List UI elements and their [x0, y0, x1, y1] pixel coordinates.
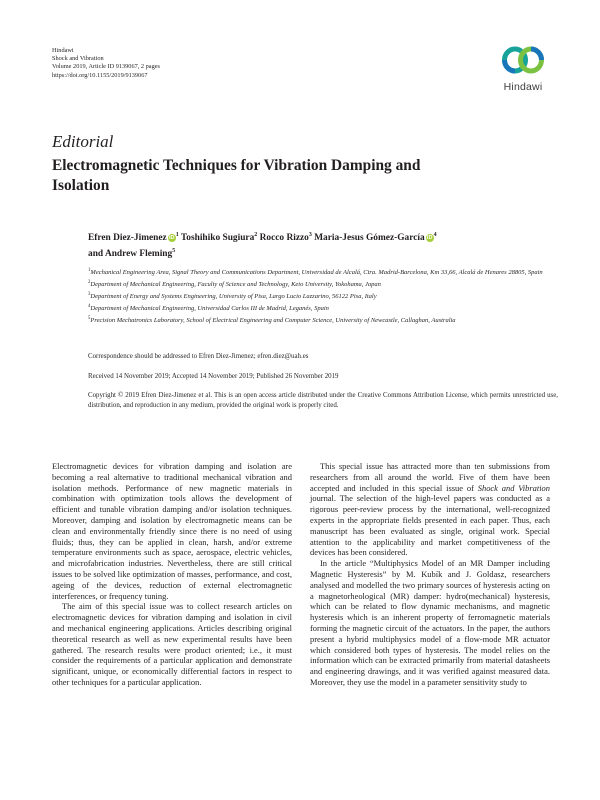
hindawi-logo-icon: [500, 40, 546, 80]
affiliation: $^1$Mechanical Engineering Area, Signal Theory and Communications Department, Universidad de Alcalá, Ctra. Madrid-Barcelona, Km 33,66, Alcalá de Henares 28805, Spain: [88, 268, 543, 277]
publisher-name: Hindawi: [52, 47, 74, 54]
orcid-icon[interactable]: iD: [426, 234, 433, 241]
affiliation-list: [88, 266, 558, 326]
body-column-right: [310, 461, 550, 688]
affiliation: $^5$Precision Mechatronics Laboratory, School of Electrical Engineering and Computer Science, University of Newcastle, Callaghan, Australia: [88, 315, 456, 324]
author-name[interactable]: Rocco Rizzo: [259, 233, 309, 244]
journal-name: Shock and Vibration: [52, 55, 104, 63]
copyright-notice: Copyright © 2019 Efren Diez-Jimenez et al. This is an open access article distributed under the Creative Commons Attribution License, which permits unrestricted use, distribution, and reproduction in any medium, provided the original work is properly cited.: [88, 392, 558, 409]
body-column-left: [52, 461, 292, 688]
affiliation: $^3$Department of Energy and Systems Engineering, University of Pisa, Largo Lucio Lazzarino, 56122 Pisa, Italy: [88, 291, 377, 301]
body-paragraph: The aim of this special issue was to collect research articles on electromagnetic devices for vibration damping and isolation in civil and mechanical engineering applications. Articles describing original theoretical research as well as new experimental results have been gathered. The research results were product oriented; i.e., it must consider the requirements of a particular application and demonstrate significant, unique, or economically differential factors in respect to other techniques for a particular application.: [52, 601, 292, 687]
affiliation: $^4$Department of Mechanical Engineering, Universidad Carlos III de Madrid, Leganés, Spain: [88, 303, 329, 313]
logo-text: Hindawi: [503, 81, 543, 93]
author-name[interactable]: Efren Diez-Jimenez: [88, 233, 167, 244]
journal-reference: Shock and Vibration: [477, 482, 550, 493]
article-title: Electromagnetic Techniques for Vibration Damping and Isolation: [52, 157, 421, 194]
volume-info: Volume 2019, Article ID 9139067, 2 pages: [52, 63, 160, 71]
body-paragraph: In the article “Multiphysics Model of an MR Damper including Magnetic Hysteresis” by M. Kubík and J. Goldasz, researchers analysed and modelled the two primary sources of hysteresis acting on a magnetorheological (MR) damper: hydro(mechanical) hysteresis, which can be related to flow dynamic mechanisms, and magnetic hysteresis which is an inherent property of ferromagnetic materials forming the magnetic circuit of the actuators. In the paper, the authors present a hybrid multiphysics model of a flow-mode MR actuator which considered both types of hysteresis. The model relies on the information which can be extracted primarily from material datasheets and engineering drawings, and it was verified against measured data. Moreover, they use the model in a parameter sensitivity study to: [310, 558, 550, 687]
affiliation: $^2$Department of Mechanical Engineering, Faculty of Science and Technology, Keio University, Yokohama, Japan: [88, 279, 381, 289]
author-affiliation-mark: 2: [254, 232, 258, 238]
section-label: Editorial: [52, 132, 114, 151]
article-dates: Received 14 November 2019; Accepted 14 November 2019; Published 26 November 2019: [88, 373, 339, 380]
author-affiliation-mark: 4: [433, 232, 437, 238]
author-name[interactable]: Toshihiko Sugiura: [180, 233, 255, 244]
journal-info: [52, 47, 160, 80]
author-name[interactable]: and Andrew Fleming: [88, 249, 173, 260]
body-paragraph: This special issue has attracted more than ten submissions from researchers from all around the world. Five of them have been accepted and included in this special issue of Shock and Vibration journal. The selection of the high-level papers was conducted as a rigorous peer-review process by the international, well-recognized experts in the appropriate fields presented in each paper. Thus, each manuscript has been evaluated as single, original work. Special attention to the applicability and market competitiveness of the devices has been considered.: [310, 461, 550, 558]
correspondence: Correspondence should be addressed to Efren Diez-Jimenez; efren.diez@uah.es: [88, 353, 309, 360]
body-paragraph: Electromagnetic devices for vibration damping and isolation are becoming a real alternative to traditional mechanical vibration and isolation methods. Performance of new magnetic materials in combination with optimization tools allows the development of efficient and tunable vibration damping and/or isolation techniques. Moreover, damping and isolation by electromagnetic means can be clean and environmentally friendly since there is no need of using fluids; thus, they can be applied in clean, harsh, and/or extreme temperature environments such as space, aerospace, electric vehicles, and microfabrication industries. Nevertheless, there are still critical issues to be solved like optimization of masses, performance, and cost, ageing of the devices, reduction of external electromagnetic interferences, or frequency tuning.: [52, 461, 292, 601]
author-affiliation-mark: 1: [175, 232, 179, 238]
author-name[interactable]: Maria-Jesus Gómez-García: [314, 233, 425, 244]
hindawi-logo[interactable]: [495, 40, 551, 93]
author-list: [88, 229, 558, 261]
author-affiliation-mark: 5: [172, 248, 176, 255]
orcid-icon[interactable]: iD: [168, 234, 175, 241]
author-affiliation-mark: 3: [308, 232, 312, 238]
doi-link[interactable]: https://doi.org/10.1155/2019/9139067: [52, 71, 148, 79]
